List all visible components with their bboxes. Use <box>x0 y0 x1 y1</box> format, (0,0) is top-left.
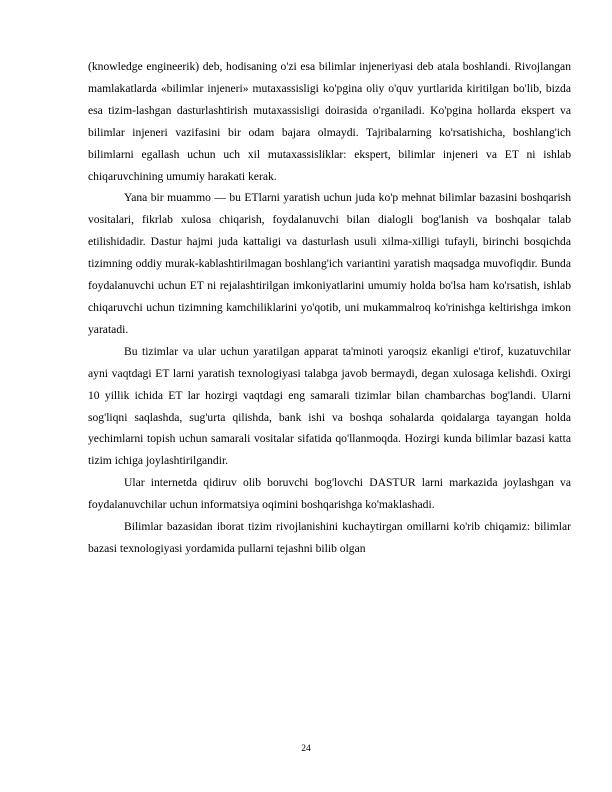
paragraph-2: Yana bir muammo — bu ETlarni yaratish uchun juda ko'p mehnat bilimlar bazasini boshqarish vositalari, fikrlab xulosa chiqarish, foydalanuvchi bilan dialogli bog'lanish va boshqalar talab etilishidadir. Dastur hajmi juda kattaligi va dasturlash usuli xilma-xilligi tufayli, birinchi bosqichda tizimning oddiy murak-kablashtirilmagan boshlang'ich variantini yaratish maqsadga muvofiqdir. Bunda foydalanuvchi uchun ET ni rejalashtirilgan imkoniyatlarini umumiy holda bo'lsa ham ko'rsatish, ishlab chiqaruvchi uchun tizimning kamchiliklarini yo'qotib, uni mukammalroq ko'rinishga keltirishga imkon yaratadi. <box>88 191 571 336</box>
paragraph-5: Bilimlar bazasidan iborat tizim rivojlanishini kuchaytirgan omillarni ko'rib chiqamiz: bilimlar bazasi texnologiyasi yordamida pullarni tejashni bilib olgan <box>88 520 571 555</box>
paragraph-3: Bu tizimlar va ular uchun yaratilgan apparat ta'minoti yaroqsiz ekanligi e'tirof, kuzatuvchilar ayni vaqtdagi ET larni yaratish texnologiyasi talabga javob bermaydi, degan xulosaga kelishdi. Oxirgi 10 yillik ichida ET lar hozirgi vaqtdagi eng samarali tizimlar bilan chambarchas bog'landi. Ularni sog'liqni saqlashda, sug'urta qilishda, bank ishi va boshqa sohalarda qoidalarga tayangan holda yechimlarni topish uchun samarali vositalar sifatida qo'llanmoqda. Hozirgi kunda bilimlar bazasi katta tizim ichiga joylashtirilgandir. <box>88 344 571 468</box>
page-number: 24 <box>301 744 311 754</box>
paragraph-4: Ular internetda qidiruv olib boruvchi bog'lovchi DASTUR larni markazida joylashgan va foydalanuvchilar uchun informatsiya oqimini boshqarishga ko'maklashadi. <box>88 476 571 512</box>
document-body <box>88 56 571 560</box>
paragraph-1: (knowledge engineerik) deb, hodisaning o'zi esa bilimlar injeneriyasi deb atala boshlandi. Rivojlangan mamlakatlarda «bilimlar injeneri» mutaxassisligi ko'pgina oliy o'quv yurtlarida kiritilgan bo'lib, bizda esa tizim-lashgan dasturlashtirish mutaxassisligi doirasida o'rganiladi. Ko'pgina hollarda ekspert va bilimlar injeneri vazifasini bir odam bajara olmaydi. Tajribalarning ko'rsatishicha, boshlang'ich bilimlarni egallash uchun uch xil mutaxassisliklar: ekspert, bilimlar injeneri va ET ni ishlab chiqaruvchining umumiy harakati kerak. <box>88 60 571 183</box>
